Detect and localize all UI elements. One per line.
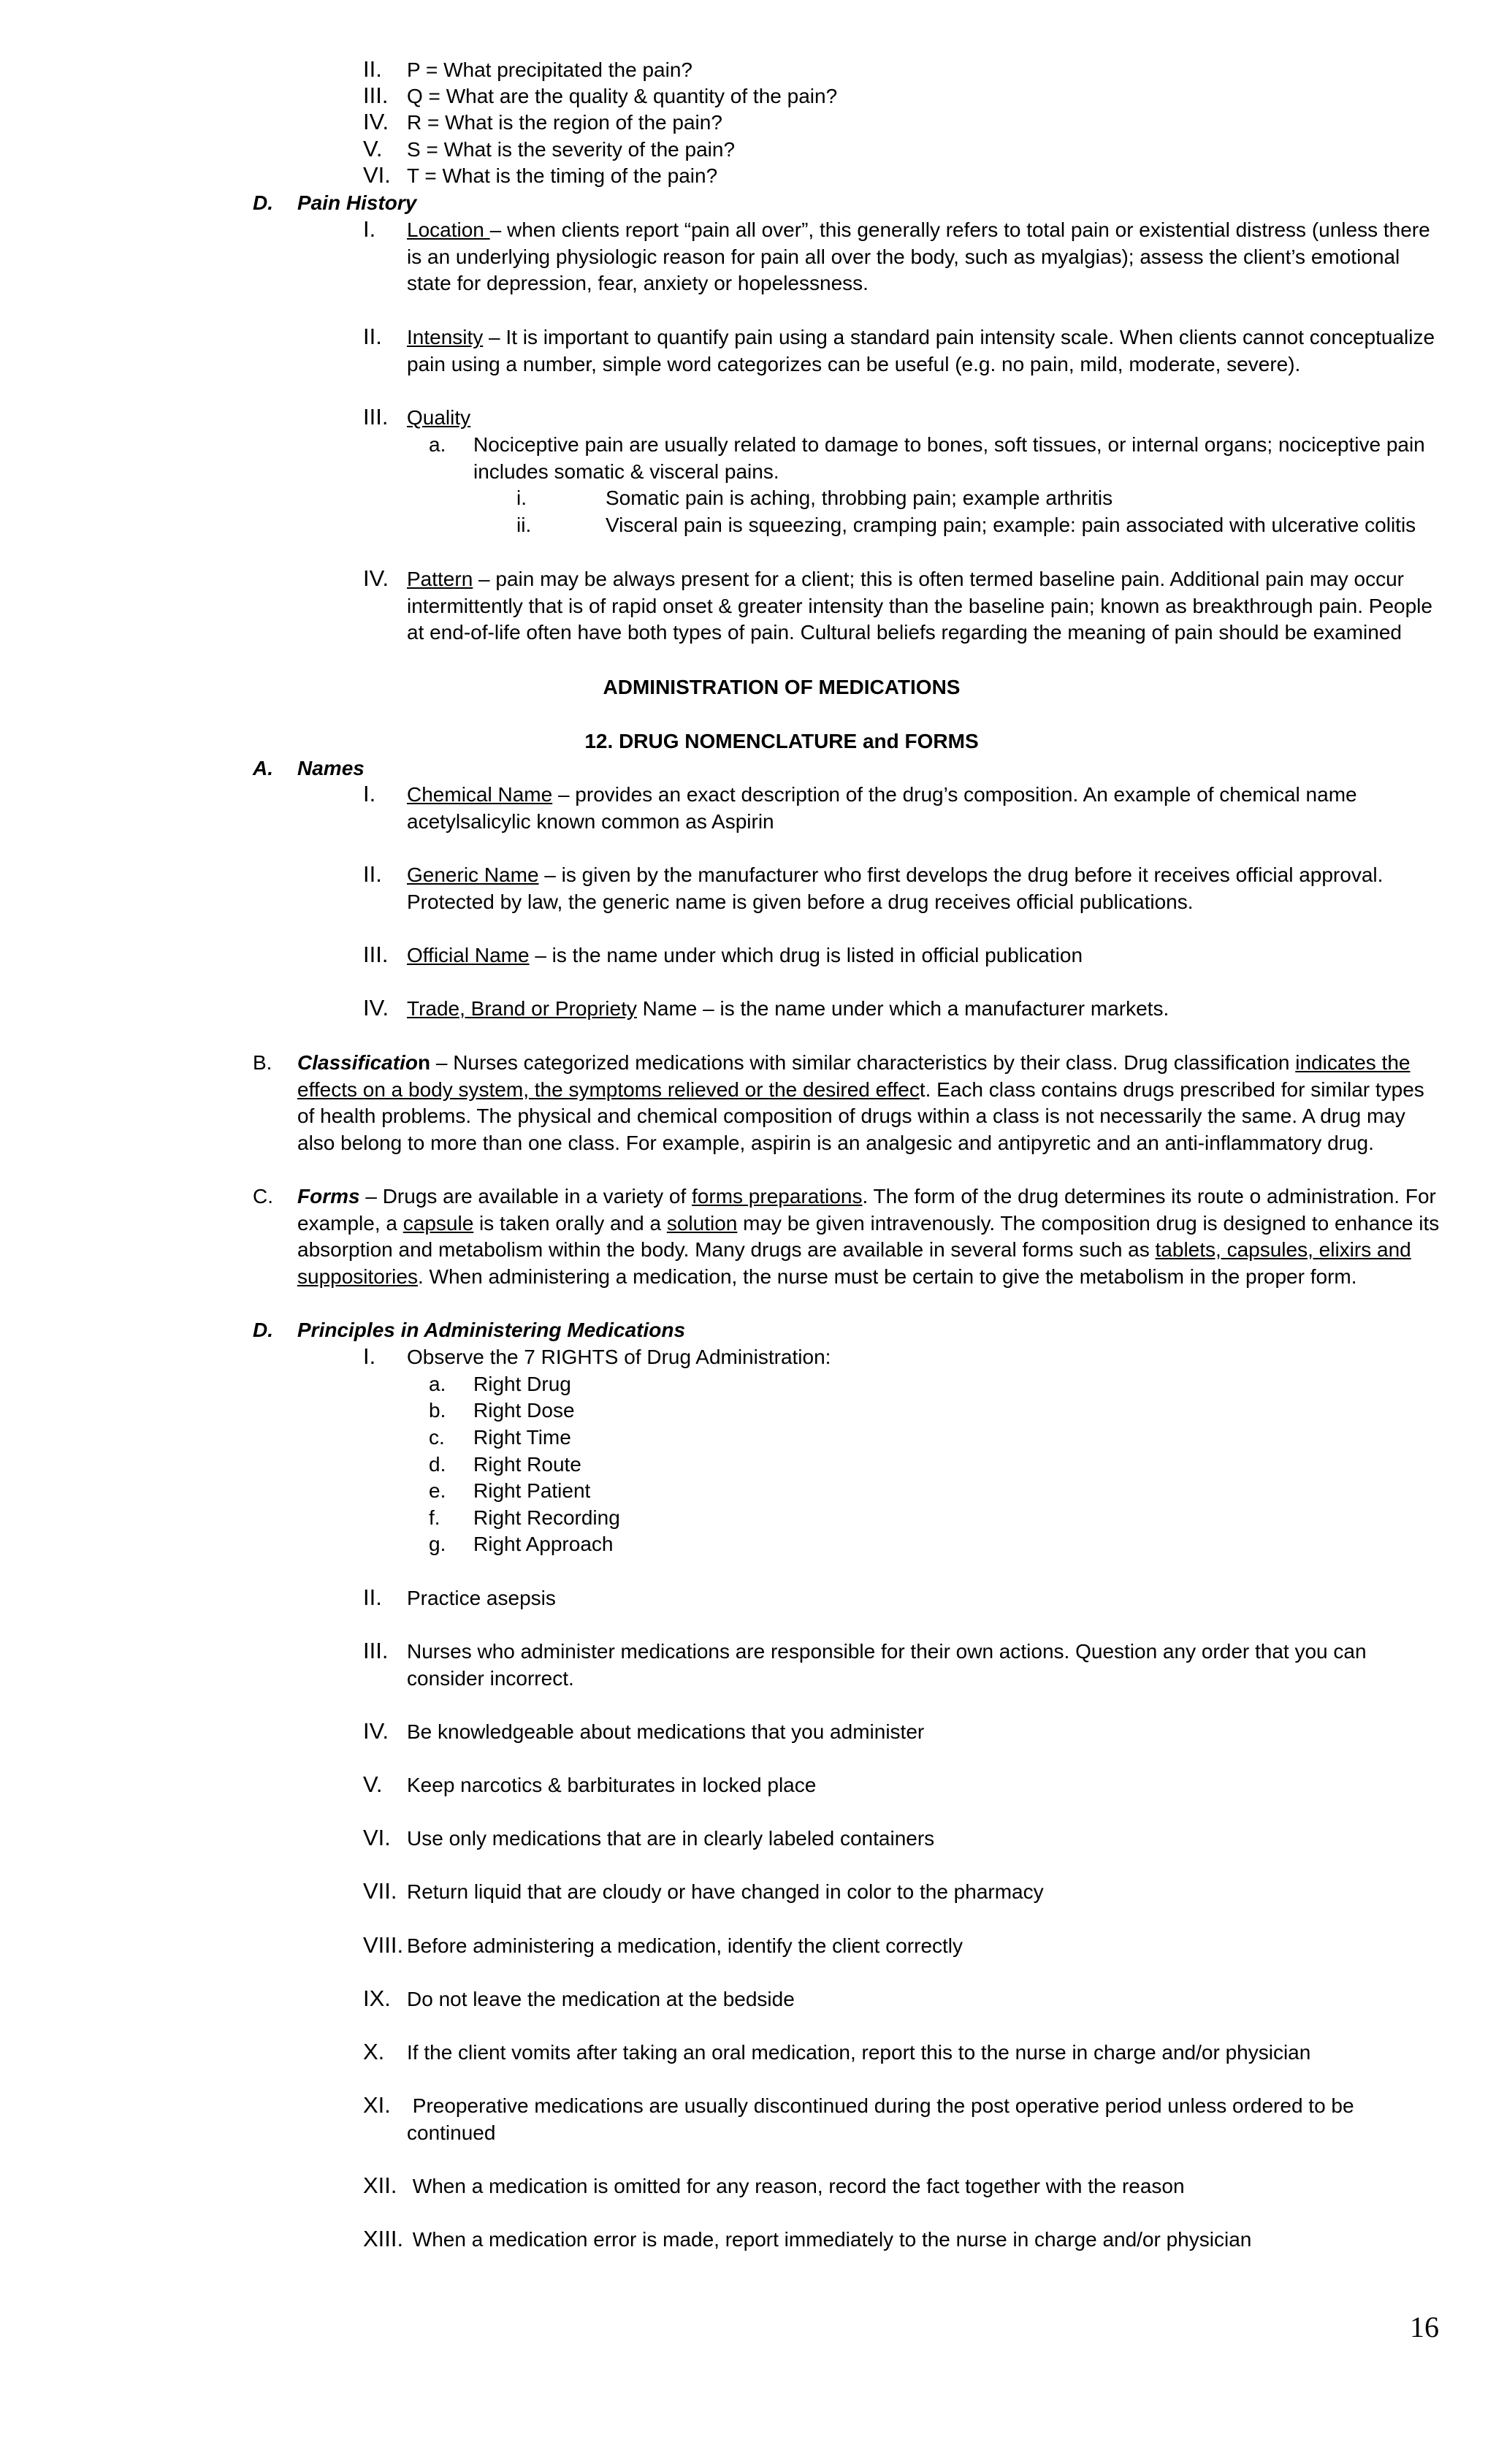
sub-letter: g. [429, 1533, 446, 1555]
list-item: Right Route [473, 1453, 581, 1476]
chemical-name-paragraph: Chemical Name – provides an exact description of the drug’s composition. An example of chemical name acetylsalicylic known common as Aspirin [407, 783, 1357, 833]
section-title: Pain History [297, 191, 417, 214]
list-item: Do not leave the medication at the bedside [407, 1988, 795, 2010]
section-letter: A. [253, 757, 273, 779]
item-number: II. [363, 324, 382, 349]
list-item: T = What is the timing of the pain? [407, 164, 718, 187]
section-title: Names [297, 757, 365, 779]
item-number: I. [363, 781, 376, 806]
item-number: II. [363, 861, 382, 887]
section-heading: ADMINISTRATION OF MEDICATIONS [603, 676, 961, 698]
term: Trade, Brand or Propriety [407, 997, 637, 1020]
item-number: VI. [363, 1825, 391, 1850]
item-number: V. [363, 136, 383, 161]
list-item: Right Time [473, 1426, 571, 1449]
sub-letter: a. [429, 1373, 446, 1395]
list-item: Visceral pain is squeezing, cramping pain; example: pain associated with ulcerative colitis [606, 514, 1416, 536]
official-name-paragraph: Official Name – is the name under which drug is listed in official publication [407, 944, 1083, 966]
item-number: VIII. [363, 1932, 404, 1958]
item-number: X. [363, 2039, 385, 2064]
section-letter: D. [253, 191, 273, 214]
roman-sub-number: i. [516, 487, 527, 509]
item-number: XII. [363, 2173, 397, 2198]
term: Official Name [407, 944, 530, 966]
list-item: P = What precipitated the pain? [407, 58, 692, 81]
list-item: Somatic pain is aching, throbbing pain; example arthritis [606, 487, 1113, 509]
sub-letter: b. [429, 1399, 446, 1422]
list-item: Right Drug [473, 1373, 571, 1395]
sub-letter: d. [429, 1453, 446, 1476]
nociceptive-paragraph: Nociceptive pain are usually related to damage to bones, soft tissues, or internal organs; nociceptive pain includes somatic & visceral pains. [473, 433, 1425, 483]
term: Generic Name [407, 863, 539, 886]
list-item: S = What is the severity of the pain? [407, 138, 736, 161]
generic-name-paragraph: Generic Name – is given by the manufacturer who first develops the drug before it receives official approval. Protected by law, the generic name is given before a drug receives official publications. [407, 863, 1384, 913]
location-paragraph: Location – when clients report “pain all over”, this generally refers to total pain or existential distress (unless there is an underlying physiologic reason for pain all over the body, such as myalgias); assess the client’s emotional state for depression, fear, anxiety or hopelessness. [407, 218, 1430, 295]
item-number: II. [363, 56, 382, 82]
list-item: Practice asepsis [407, 1587, 556, 1609]
sub-letter: e. [429, 1479, 446, 1502]
list-item: Right Approach [473, 1533, 614, 1555]
rights-intro: Observe the 7 RIGHTS of Drug Administration: [407, 1346, 831, 1368]
classification-paragraph: Classification – Nurses categorized medications with similar characteristics by their class. Drug classification indicates the effects on a body system, the symptoms relieved or the desired effect. Each class contains drugs prescribed for similar types of health problems. The physical and chemical composition of drugs within a class is not necessarily the same. A drug may also belong to more than one class. For example, aspirin is an analgesic and antipyretic and an anti-inflammatory drug. [297, 1051, 1424, 1154]
item-number: VII. [363, 1878, 397, 1904]
item-number: III. [363, 404, 389, 430]
list-item: When a medication is omitted for any reason, record the fact together with the reason [407, 2175, 1185, 2197]
item-number: V. [363, 1771, 383, 1797]
sub-letter: f. [429, 1506, 440, 1529]
trade-name-paragraph: Trade, Brand or Propriety Name – is the name under which a manufacturer markets. [407, 997, 1169, 1020]
forms-paragraph: Forms – Drugs are available in a variety of forms preparations. The form of the drug determines its route o administration. For example, a capsule is taken orally and a solution may be given intravenously. The composition drug is designed to enhance its absorption and metabolism within the body. Many drugs are available in several forms such as tablets, capsules, elixirs and suppositories. When administering a medication, the nurse must be certain to give the metabolism in the proper form. [297, 1185, 1440, 1288]
roman-sub-number: ii. [516, 514, 532, 536]
section-title: Principles in Administering Medications [297, 1319, 686, 1341]
item-number: I. [363, 216, 376, 242]
section-letter: C. [253, 1185, 273, 1208]
term: Intensity [407, 326, 484, 348]
item-number: IV. [363, 995, 389, 1021]
sub-letter: a. [429, 433, 446, 456]
item-number: II. [363, 1584, 382, 1610]
list-item: Right Patient [473, 1479, 591, 1502]
item-number: IV. [363, 1718, 389, 1744]
term: Chemical Name [407, 783, 553, 806]
list-item: Right Recording [473, 1506, 620, 1529]
list-item: If the client vomits after taking an oral medication, report this to the nurse in charge and/or physician [407, 2041, 1311, 2064]
page-number: 16 [1410, 2311, 1439, 2343]
item-number: III. [363, 942, 389, 967]
section-title: Classificatio [297, 1051, 418, 1074]
term: Pattern [407, 568, 473, 590]
item-number: III. [363, 1638, 389, 1663]
item-number: III. [363, 83, 389, 108]
sub-letter: c. [429, 1426, 445, 1449]
term: Quality [407, 406, 471, 429]
item-number: XIII. [363, 2226, 404, 2251]
list-item: Be knowledgeable about medications that you administer [407, 1720, 925, 1743]
section-heading: 12. DRUG NOMENCLATURE and FORMS [584, 730, 979, 752]
section-letter: D. [253, 1319, 273, 1341]
section-letter: B. [253, 1051, 272, 1074]
list-item: Before administering a medication, identify the client correctly [407, 1934, 963, 1957]
term: Location [407, 218, 490, 241]
list-item: Q = What are the quality & quantity of the pain? [407, 85, 838, 107]
intensity-paragraph: Intensity – It is important to quantify pain using a standard pain intensity scale. When clients cannot conceptualize pain using a number, simple word categorizes can be useful (e.g. no pain, mild, moderate, severe). [407, 326, 1435, 375]
list-item: Use only medications that are in clearly labeled containers [407, 1827, 935, 1850]
item-number: IX. [363, 1986, 391, 2011]
list-item: When a medication error is made, report immediately to the nurse in charge and/or physician [407, 2228, 1252, 2251]
list-item: R = What is the region of the pain? [407, 111, 722, 134]
list-item: Keep narcotics & barbiturates in locked place [407, 1774, 817, 1796]
item-number: IV. [363, 109, 389, 134]
item-number: VI. [363, 162, 391, 188]
item-number: I. [363, 1343, 376, 1369]
pattern-paragraph: Pattern – pain may be always present for a client; this is often termed baseline pain. Additional pain may occur intermittently that is of rapid onset & greater intensity than the baseline pain; known as breakthrough pain. People at end-of-life often have both types of pain. Cultural beliefs regarding the meaning of pain should be examined [407, 568, 1432, 644]
list-item: Preoperative medications are usually discontinued during the post operative period unless ordered to be continued [407, 2094, 1360, 2144]
list-item: Return liquid that are cloudy or have changed in color to the pharmacy [407, 1880, 1044, 1903]
section-title: Forms [297, 1185, 360, 1208]
item-number: IV. [363, 565, 389, 591]
list-item: Nurses who administer medications are responsible for their own actions. Question any order that you can consider incorrect. [407, 1640, 1367, 1690]
list-item: Right Dose [473, 1399, 575, 1422]
item-number: XI. [363, 2092, 391, 2118]
